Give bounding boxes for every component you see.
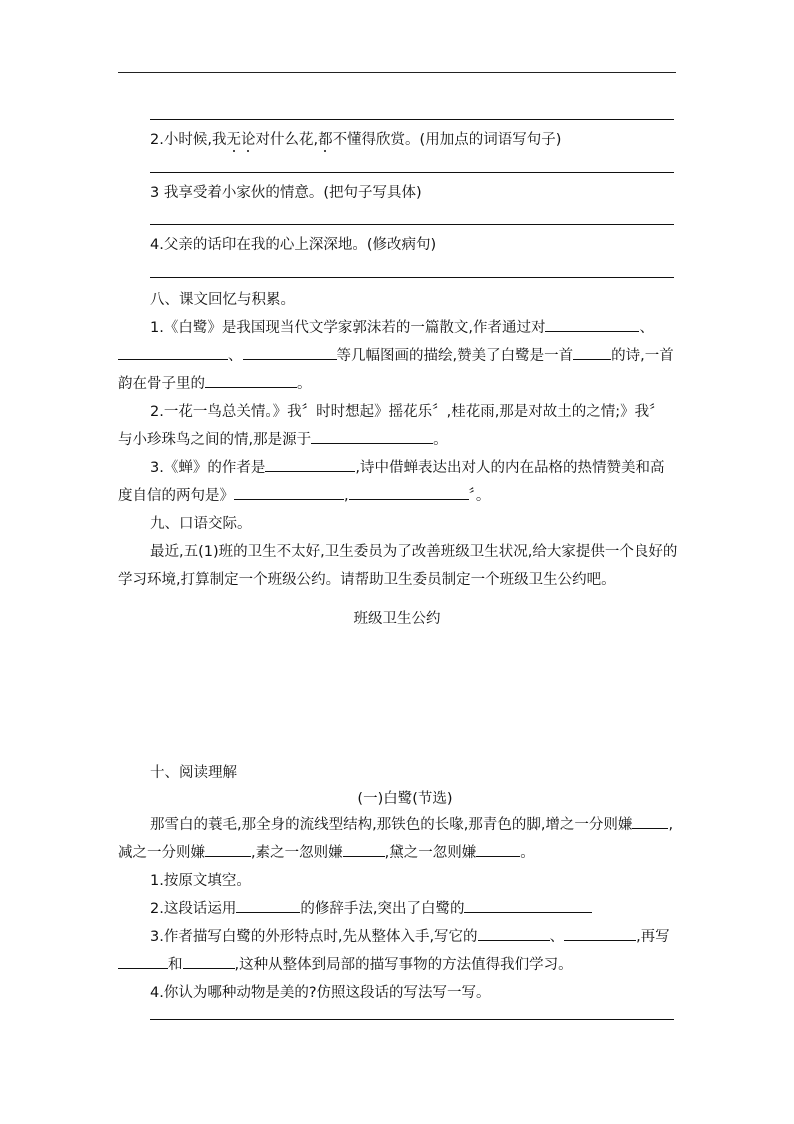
blank[interactable] xyxy=(265,457,355,472)
blank[interactable] xyxy=(205,373,297,388)
emphasis-char: 无 xyxy=(226,132,241,148)
answer-line-4[interactable] xyxy=(150,277,674,278)
emphasis-char: 论 xyxy=(240,132,256,148)
q10-heading: 十、阅读理解 xyxy=(150,765,237,781)
q10-s3: 3.作者描写白鹭的外形特点时,先从整体入手,写它的 、 ,再写和 ,这种从整体到局部的描写事物的方法值得我们学习。 xyxy=(118,923,678,979)
section-8 xyxy=(118,286,678,510)
answer-line-1[interactable] xyxy=(150,119,674,120)
header-rule xyxy=(118,72,676,73)
q9-heading: 九、口语交际。 xyxy=(150,516,252,532)
q10-s2: 2.这段话运用 的修辞手法,突出了白鹭的 xyxy=(118,895,678,923)
blank[interactable] xyxy=(464,898,592,913)
q8-item-2: 2.一花一鸟总关情。》我〞时时想起》摇花乐〞,桂花雨,那是对故土的之情;》我〞与小珍珠鸟之间的情,那是源于 。 xyxy=(118,404,664,448)
blank[interactable] xyxy=(183,954,235,969)
reading-passage: 那雪白的蓑毛,那全身的流线型结构,那铁色的长喙,那青色的脚,增之一分则嫌 ,减之一分则嫌 ,素之一忽则嫌 ,黛之一忽则嫌 。 1.按原文填空。 2.这段话运用 的修辞手法,突出了白鹭的 3.作者描写白鹭的外形特点时,先从整体入手,写它的 、 ,再写和 ,这种从整体到局部的描写事物的方法值得我们学习。 4.你认为哪种动物是美的?仿照这段话的写法写一写。 xyxy=(118,811,678,1007)
q10-s1: 1.按原文填空。 xyxy=(150,873,251,889)
answer-line-3[interactable] xyxy=(150,224,674,225)
blank[interactable] xyxy=(311,429,433,444)
convention-title: 班级卫生公约 xyxy=(353,611,441,627)
blank[interactable] xyxy=(573,345,611,360)
blank[interactable] xyxy=(234,485,344,500)
q8-heading: 八、课文回忆与积累。 xyxy=(150,292,295,308)
blank[interactable] xyxy=(564,926,636,941)
answer-line-2[interactable] xyxy=(150,172,674,173)
q9-body: 最近,五(1)班的卫生不太好,卫生委员为了改善班级卫生状况,给大家提供一个良好的学习环境,打算制定一个班级公约。请帮助卫生委员制定一个班级卫生公约吧。 xyxy=(118,544,678,588)
q8-item-3: 3.《蝉》的作者是 ,诗中借蝉表达出对人的内在品格的热情赞美和高度自信的两句是》 , 〞。 xyxy=(118,454,678,510)
q8-item-1: 1.《白鹭》是我国现当代文学家郭沫若的一篇散文,作者通过对 、、 等几幅图画的描绘,赞美了白鹭是一首 的诗,一首韵在骨子里的 。 xyxy=(118,314,678,398)
blank[interactable] xyxy=(343,842,385,857)
blank[interactable] xyxy=(243,345,337,360)
blank[interactable] xyxy=(478,926,550,941)
q7-item-4: 4.父亲的话印在我的心上深深地。(修改病句) xyxy=(150,237,437,253)
emphasis-char: 都 xyxy=(318,132,333,148)
blank[interactable] xyxy=(476,842,520,857)
section-9 xyxy=(118,510,678,594)
q7-item-3: 3 我享受着小家伙的情意。(把句子写具体) xyxy=(150,185,422,201)
blank[interactable] xyxy=(545,317,639,332)
q7-item-2: 2.小时候,我无论对什么花,都不懂得欣赏。(用加点的词语写句子) xyxy=(150,132,562,148)
blank[interactable] xyxy=(205,842,251,857)
blank[interactable] xyxy=(118,345,228,360)
blank[interactable] xyxy=(632,814,668,829)
blank[interactable] xyxy=(118,954,168,969)
answer-line-5[interactable] xyxy=(150,1019,674,1020)
q10-s4: 4.你认为哪种动物是美的?仿照这段话的写法写一写。 xyxy=(150,985,491,1001)
blank[interactable] xyxy=(236,898,300,913)
reading-subtitle: (一)白鹭(节选) xyxy=(357,791,453,807)
blank[interactable] xyxy=(349,485,469,500)
